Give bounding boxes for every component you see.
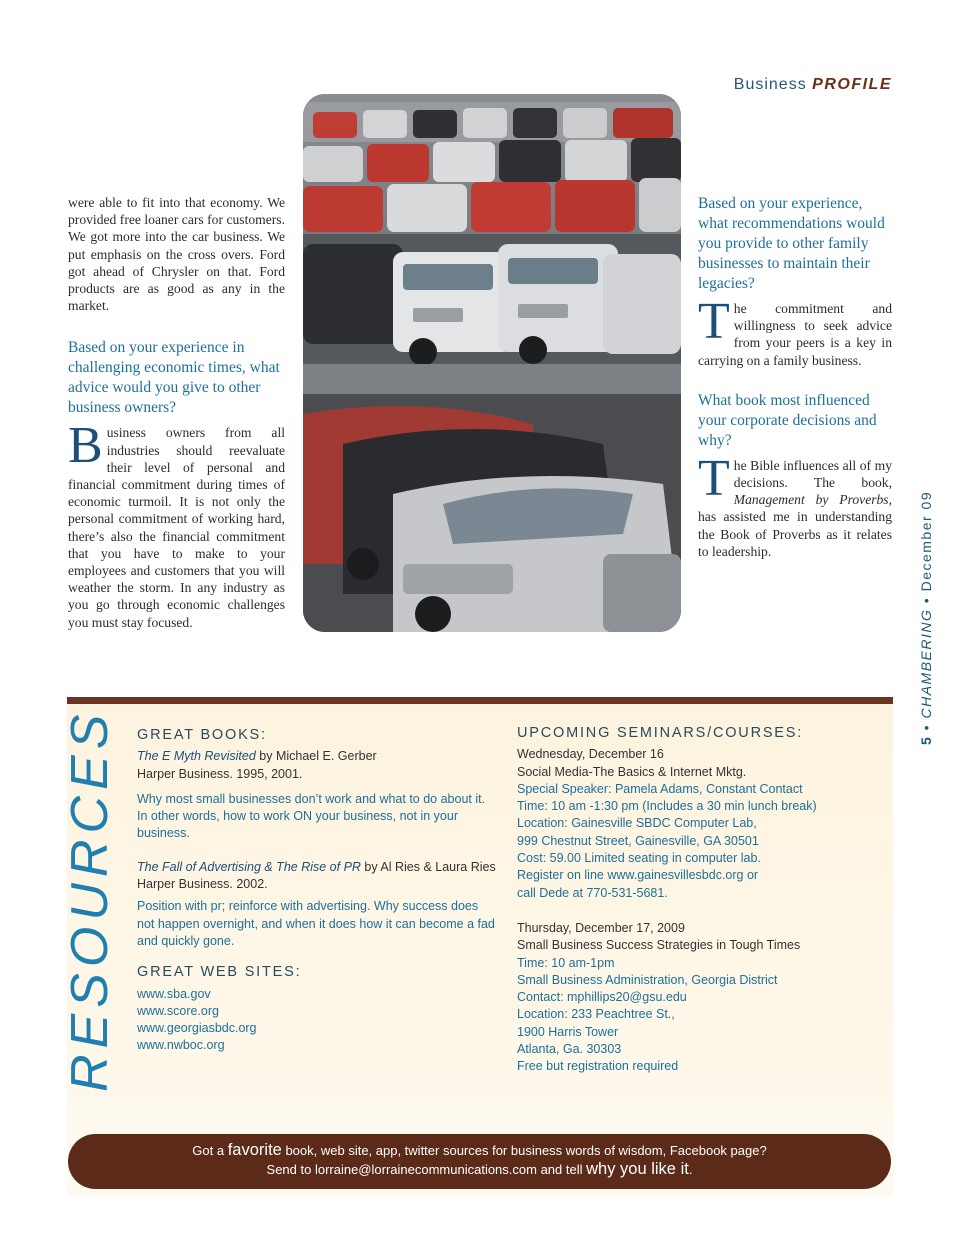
seminar-1-line: Location: Gainesville SBDC Computer Lab, bbox=[517, 816, 757, 831]
book-2-description: Position with pr; reinforce with advertising. Why success does not happen overnight, and when it does how it can become a fad and quickly gone. bbox=[137, 899, 495, 948]
banner-emphasis: why you like it bbox=[586, 1160, 689, 1178]
spacer bbox=[517, 902, 847, 920]
spacer bbox=[137, 843, 497, 859]
section-label: Business bbox=[733, 76, 807, 93]
book-2 bbox=[137, 859, 497, 876]
seminar-2-line: Small Business Administration, Georgia District bbox=[517, 972, 778, 987]
seminar-1-line: Special Speaker: Pamela Adams, Constant Contact bbox=[517, 781, 803, 796]
profile-label: PROFILE bbox=[812, 76, 892, 93]
resources-right bbox=[517, 725, 847, 1076]
book-2-publisher: Harper Business. 2002. bbox=[137, 877, 268, 892]
answer-3-text-b: has assisted me in understanding the Book of Proverbs as it relates to leadership. bbox=[698, 509, 892, 559]
answer-3-text-a: he Bible influences all of my decisions. The book, bbox=[733, 457, 892, 491]
seminar-2-title: Small Business Success Strategies in Tough Times bbox=[517, 938, 801, 953]
page-folio bbox=[918, 491, 934, 745]
answer-1 bbox=[68, 417, 285, 630]
seminar-2-line: Contact: mphillips20@gsu.edu bbox=[517, 990, 687, 1005]
resources-title: RESOURCES bbox=[61, 708, 119, 1092]
answer-2 bbox=[698, 293, 892, 369]
banner-text: Got a bbox=[192, 1143, 228, 1158]
banner-text: . bbox=[688, 1162, 693, 1177]
answer-3 bbox=[698, 449, 892, 560]
question-3: What book most influenced your corporate decisions and why? bbox=[698, 391, 877, 449]
folio-bullet-2: • bbox=[918, 591, 934, 604]
seminar-1-line: Time: 10 am -1:30 pm (Includes a 30 min lunch break) bbox=[517, 799, 817, 814]
banner-text: book, web site, app, twitter sources for business words of wisdom, Facebook page? bbox=[281, 1143, 767, 1158]
books-heading: GREAT BOOKS: bbox=[137, 727, 267, 743]
banner-line-1 bbox=[68, 1141, 891, 1160]
left-column bbox=[68, 194, 285, 631]
intro-paragraph: were able to fit into that economy. We provided free loaner cars for customers. We got more into the car business. We put emphasis on the cross overs. Ford got ahead of Chrysler on that. Ford products are as good as any in the market. bbox=[68, 195, 285, 314]
issue-date: December 09 bbox=[918, 490, 934, 592]
seminar-2-line: 1900 Harris Tower bbox=[517, 1024, 619, 1039]
call-to-action-banner bbox=[68, 1134, 891, 1189]
banner-line-2 bbox=[68, 1160, 891, 1179]
question-2: Based on your experience, what recommendations would you provide to other family businesses to maintain their legacies? bbox=[698, 195, 885, 292]
page-number: 5 bbox=[918, 735, 934, 745]
seminar-2-line: Free but registration required bbox=[517, 1059, 679, 1074]
book-2-title: The Fall of Advertising & The Rise of PR bbox=[137, 859, 361, 874]
site-link[interactable]: www.georgiasbdc.org bbox=[137, 1021, 257, 1036]
seminar-1-line: call Dede at 770-531-5681. bbox=[517, 885, 668, 900]
drop-cap-b: B bbox=[68, 417, 103, 475]
drop-cap-t: T bbox=[698, 293, 730, 350]
banner-text: Send to lorraine@lorrainecommunications.com and tell bbox=[266, 1162, 587, 1177]
section-header bbox=[734, 76, 892, 94]
banner-emphasis: favorite bbox=[227, 1141, 282, 1159]
site-link[interactable]: www.sba.gov bbox=[137, 986, 211, 1001]
seminars-heading: UPCOMING SEMINARS/COURSES: bbox=[517, 725, 804, 741]
web-heading: GREAT WEB SITES: bbox=[137, 964, 302, 981]
seminar-2-line: Atlanta, Ga. 30303 bbox=[517, 1042, 622, 1057]
answer-3-book-title: Management by Proverbs, bbox=[733, 492, 892, 508]
book-1-description: Why most small businesses don’t work and what to do about it. In other words, how to work ON your business, not in your business. bbox=[137, 791, 486, 841]
car-lot-photo bbox=[303, 94, 681, 632]
spacer bbox=[137, 783, 497, 791]
seminar-1-line: Cost: 59.00 Limited seating in computer lab. bbox=[517, 851, 761, 866]
seminar-1-line: Register on line www.gainesvillesbdc.org or bbox=[517, 868, 759, 883]
book-1-publisher: Harper Business. 1995, 2001. bbox=[137, 766, 303, 781]
question-1: Based on your experience in challenging economic times, what advice would you give to other business owners? bbox=[68, 339, 280, 417]
seminar-1-line: 999 Chestnut Street, Gainesville, GA 30501 bbox=[517, 833, 759, 848]
book-1 bbox=[137, 748, 497, 765]
book-1-author: by Michael E. Gerber bbox=[255, 749, 377, 764]
folio-bullet-1: • bbox=[918, 718, 934, 731]
answer-2-text: he commitment and willingness to seek advice from your peers is a key in carrying on a family business. bbox=[698, 301, 892, 368]
answer-1-text: usiness owners from all industries should reevaluate their level of personal and financial commitment during times of economic turmoil. It is not only the personal commitment of working hard, there’s also the financial commitment that you have to make to your employees and customers that you will weather the storm. In any industry as you go through economic challenges you must stay focused. bbox=[68, 425, 285, 630]
seminar-2-line: Time: 10 am-1pm bbox=[517, 955, 615, 970]
seminar-2-date: Thursday, December 17, 2009 bbox=[517, 920, 685, 935]
seminar-2-line: Location: 233 Peachtree St., bbox=[517, 1007, 675, 1022]
seminar-1-date: Wednesday, December 16 bbox=[517, 747, 664, 762]
book-1-title: The E Myth Revisited bbox=[137, 749, 256, 764]
book-2-author: by Al Ries & Laura Ries bbox=[360, 859, 496, 874]
site-link[interactable]: www.score.org bbox=[137, 1003, 219, 1018]
seminar-1-title: Social Media-The Basics & Internet Mktg. bbox=[517, 764, 747, 779]
resources-top-rule bbox=[67, 697, 893, 704]
site-link[interactable]: www.nwboc.org bbox=[137, 1038, 225, 1053]
magazine-name: CHAMBERING bbox=[918, 608, 934, 719]
spacer bbox=[137, 950, 497, 964]
resources-left bbox=[137, 727, 497, 1055]
right-column bbox=[698, 194, 892, 560]
drop-cap-t-2: T bbox=[698, 449, 730, 507]
